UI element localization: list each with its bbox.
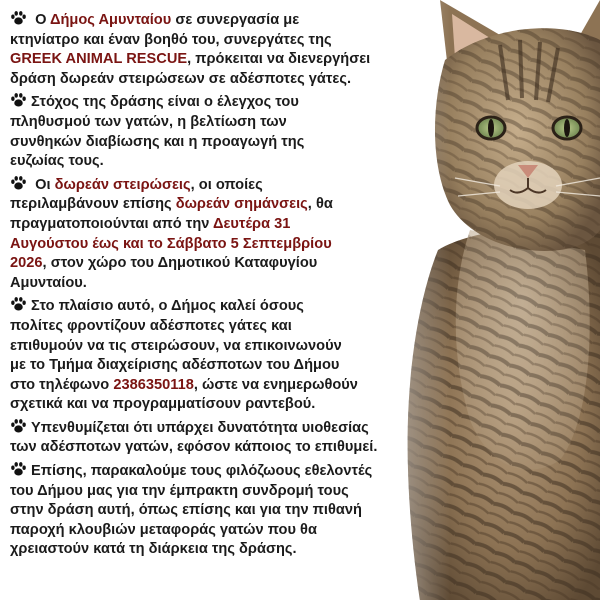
notice-line	[10, 482, 440, 502]
body-text: επιθυμούν να τις στειρώσουν, να επικοινωνούν	[10, 337, 342, 354]
body-text: παροχή κλουβιών μεταφοράς γατών που θα	[10, 521, 317, 538]
body-text: Επίσης, παρακαλούμε τους φιλόζωους εθελοντές	[31, 463, 373, 480]
notice-paragraph	[10, 10, 440, 89]
highlighted-text: Δευτέρα 31	[212, 215, 291, 232]
notice-line	[10, 395, 440, 415]
body-text: , ώστε να ενημερωθούν	[193, 376, 358, 393]
body-text: συνθηκών διαβίωσης και η προαγωγή της	[10, 133, 305, 150]
body-text: Οι	[31, 176, 55, 193]
body-text: Στόχος της δράσης είναι ο έλεγχος του	[31, 94, 299, 111]
highlighted-text: Αυγούστου έως και το Σάββατο 5 Σεπτεμβρίου	[10, 235, 332, 252]
body-text: κτηνίατρο και έναν βοηθό του, συνεργάτες της	[10, 31, 332, 48]
body-text: του Δήμου μας για την έμπρακτη συνδρομή τους	[10, 482, 349, 499]
notice-line	[10, 337, 440, 357]
body-text: πολίτες φροντίζουν αδέσποτες γάτες και	[10, 317, 292, 334]
body-text: στην δράση αυτή, όπως επίσης και για την πιθανή	[10, 502, 362, 519]
notice-line	[10, 356, 440, 376]
body-text: χρειαστούν κατά τη διάρκεια της δράσης.	[10, 541, 297, 558]
body-text: δράση δωρεάν στειρώσεων σε αδέσποτες γάτες.	[10, 70, 352, 87]
body-text: σχετικά και να προγραμματίσουν ραντεβού.	[10, 396, 316, 413]
notice-line	[10, 501, 440, 521]
notice-paragraph	[10, 461, 440, 560]
notice-line	[10, 317, 440, 337]
body-text: περιλαμβάνουν επίσης	[10, 196, 176, 213]
paw-print-icon	[10, 418, 27, 434]
notice-line	[10, 10, 440, 31]
notice-paragraph	[10, 175, 440, 294]
notice-line	[10, 31, 440, 51]
notice-line	[10, 274, 440, 294]
body-text: , θα	[307, 196, 333, 213]
paw-print-icon	[10, 296, 27, 312]
highlighted-text: Δήμος Αμυνταίου	[49, 12, 172, 28]
body-text: πραγματοποιούνται από την	[10, 215, 213, 232]
notice-line	[10, 376, 440, 396]
notice-text-block	[10, 10, 440, 563]
highlighted-text: 2386350118	[113, 376, 194, 393]
notice-line	[10, 521, 440, 541]
body-text: στο τηλέφωνο	[10, 376, 114, 393]
body-text: , οι οποίες	[190, 176, 263, 193]
body-text: , πρόκειται να διενεργήσει	[187, 51, 371, 68]
paw-print-icon	[10, 92, 27, 108]
body-text: , στον χώρο του Δημοτικού Καταφυγίου	[42, 255, 318, 272]
notice-line	[10, 254, 440, 274]
notice-line	[10, 461, 440, 482]
notice-paragraph	[10, 418, 440, 458]
notice-line	[10, 175, 440, 196]
body-text: των αδέσποτων γατών, εφόσον κάποιος το επιθυμεί.	[10, 439, 378, 456]
body-text: ευζωίας τους.	[10, 153, 104, 170]
notice-line	[10, 92, 440, 113]
notice-paragraph	[10, 296, 440, 415]
highlighted-text: δωρεάν σημάνσεις	[175, 196, 308, 213]
notice-line	[10, 296, 440, 317]
notice-line	[10, 113, 440, 133]
notice-line	[10, 70, 440, 90]
body-text: Ο	[31, 12, 50, 28]
notice-line	[10, 418, 440, 439]
notice-line	[10, 438, 440, 458]
notice-line	[10, 133, 440, 153]
notice-line	[10, 195, 440, 215]
notice-line	[10, 540, 440, 560]
body-text: σε συνεργασία με	[171, 12, 300, 28]
body-text: Αμυνταίου.	[10, 274, 87, 291]
paw-print-icon	[10, 461, 27, 477]
body-text: με το Τμήμα διαχείρισης αδέσποτων του Δήμου	[10, 357, 340, 374]
body-text: πληθυσμού των γατών, η βελτίωση των	[10, 113, 287, 130]
paw-print-icon	[10, 175, 27, 191]
body-text: Υπενθυμίζεται ότι υπάρχει δυνατότητα υιοθεσίας	[31, 419, 369, 436]
notice-line	[10, 50, 440, 70]
highlighted-text: δωρεάν στειρώσεις	[54, 176, 191, 193]
highlighted-text: 2026	[10, 255, 43, 272]
notice-paragraph	[10, 92, 440, 171]
notice-line	[10, 235, 440, 255]
body-text: Στο πλαίσιο αυτό, ο Δήμος καλεί όσους	[31, 298, 304, 315]
highlighted-text: GREEK ANIMAL RESCUE	[10, 51, 188, 68]
notice-line	[10, 215, 440, 235]
paw-print-icon	[10, 10, 27, 26]
notice-line	[10, 152, 440, 172]
